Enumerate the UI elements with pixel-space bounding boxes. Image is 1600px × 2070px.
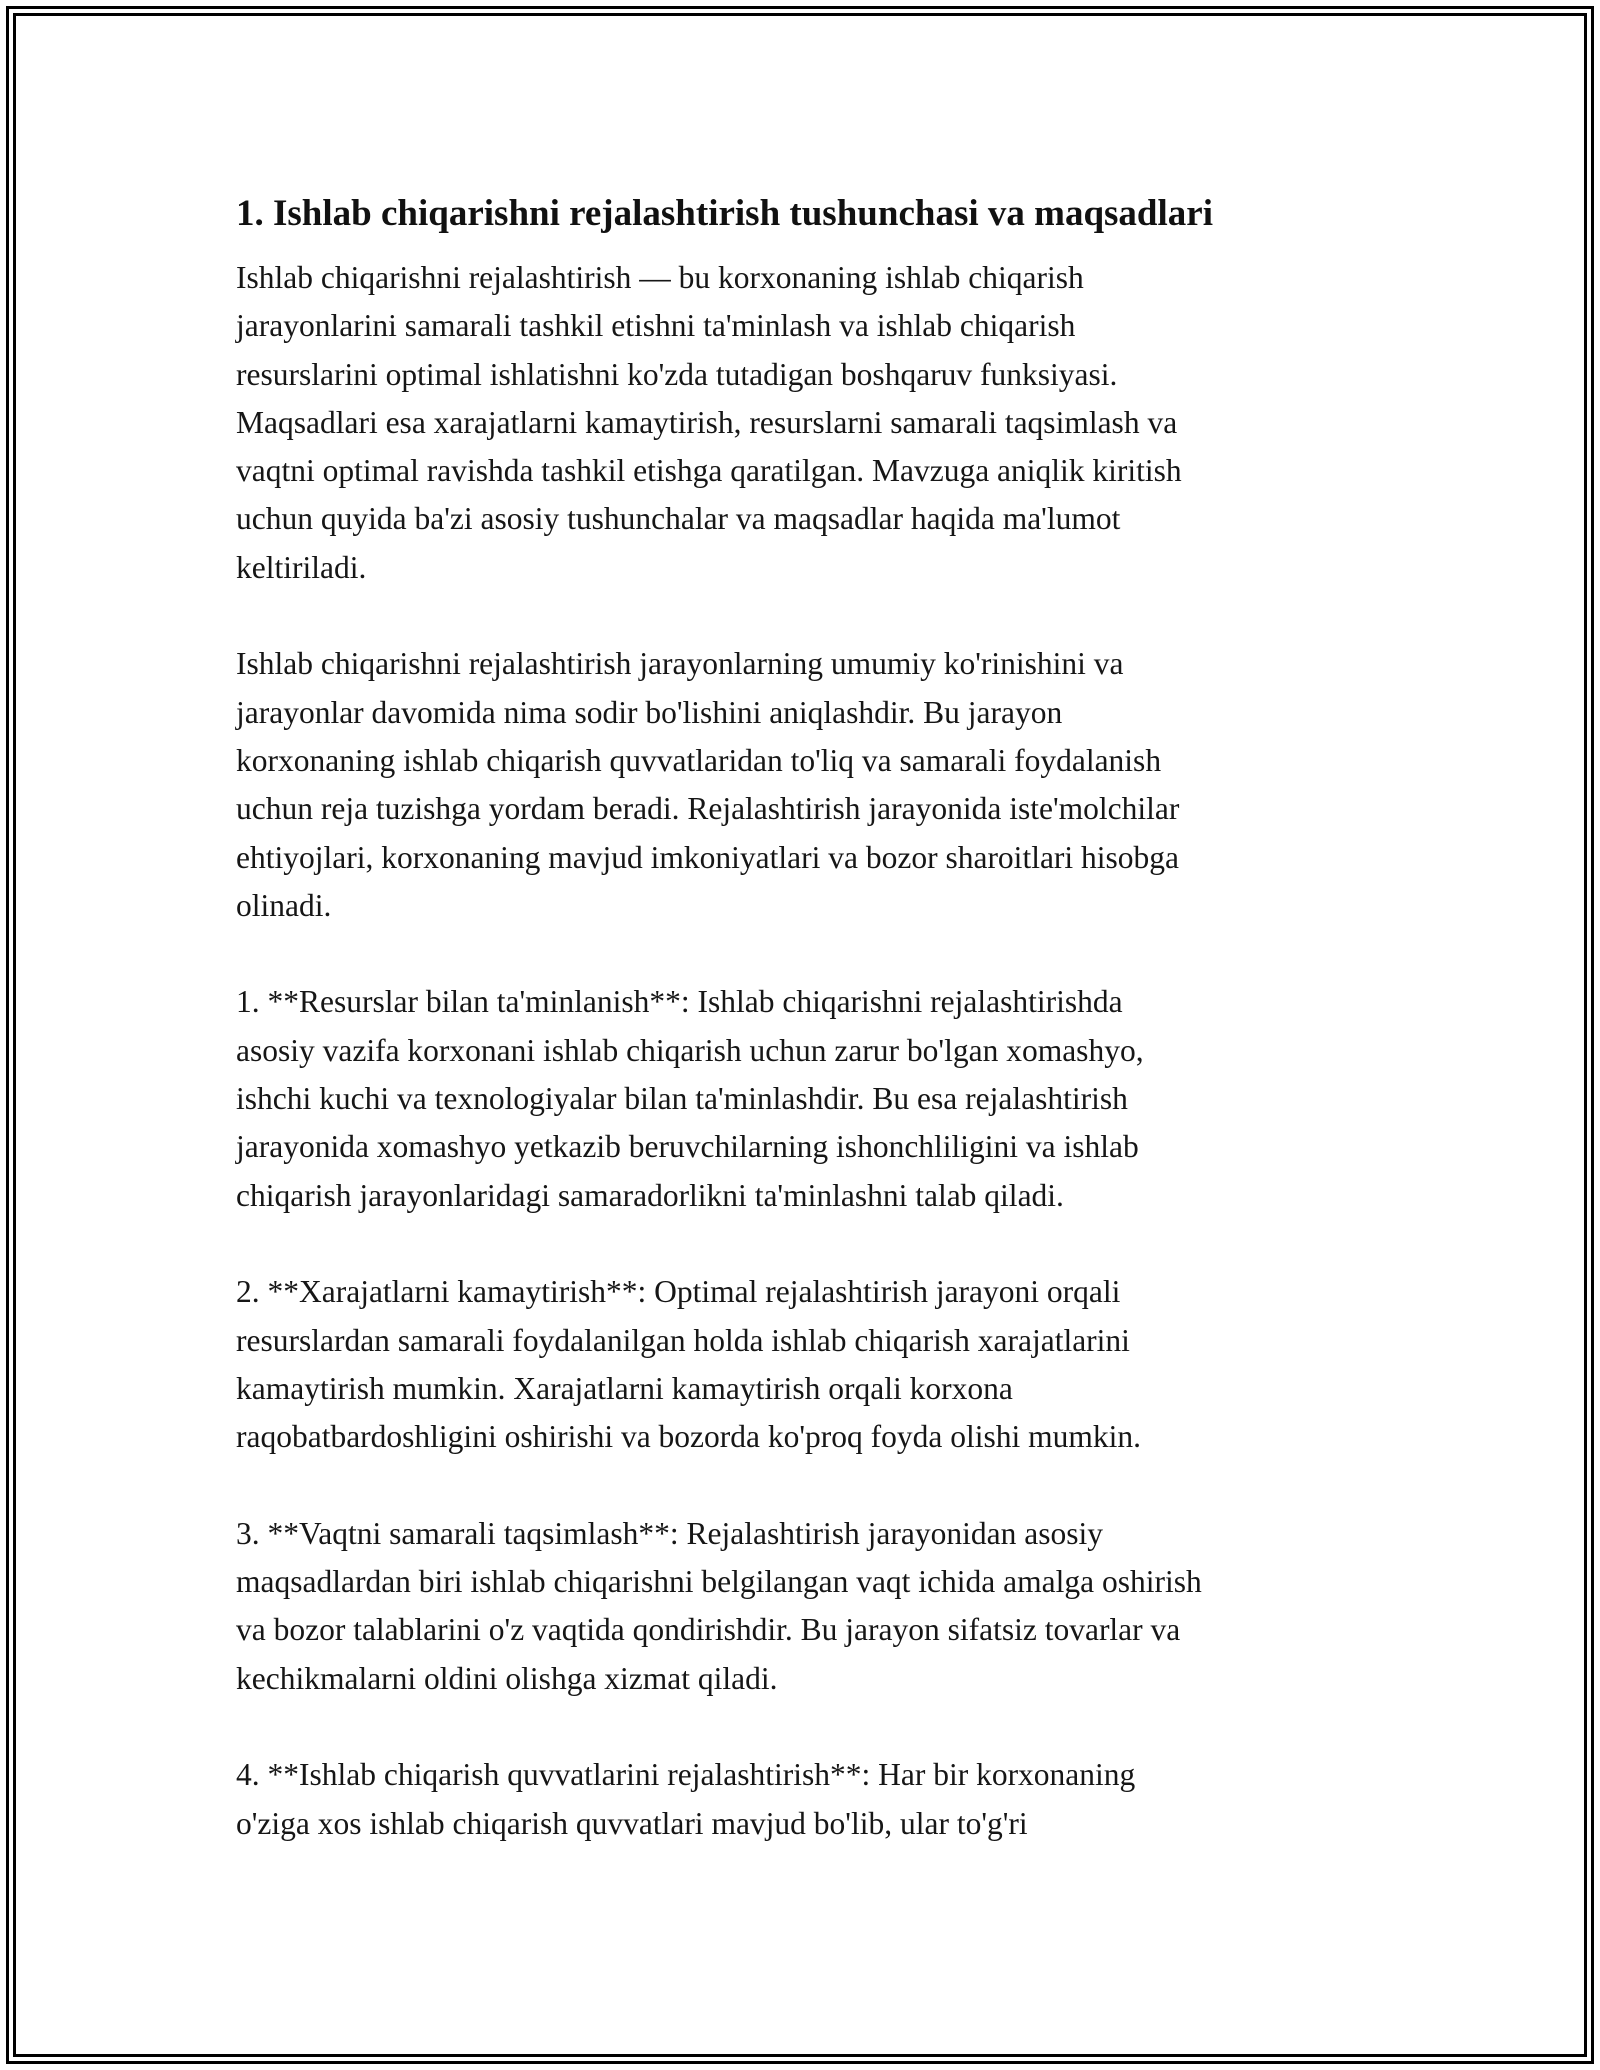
text-line: va bozor talablarini o'z vaqtida qondirishdir. Bu jarayon sifatsiz tovarlar va — [236, 1612, 1181, 1648]
text-line: 3. **Vaqtni samarali taqsimlash**: Rejalashtirish jarayonidan asosiy — [236, 1515, 1103, 1551]
text-line: Ishlab chiqarishni rejalashtirish jarayonlarning umumiy ko'rinishini va — [236, 646, 1124, 682]
paragraph-overview — [236, 640, 1366, 930]
text-line: korxonaning ishlab chiqarish quvvatlaridan to'liq va samarali foydalanish — [236, 742, 1162, 778]
text-line: keltiriladi. — [236, 549, 367, 585]
section-heading: 1. Ishlab chiqarishni rejalashtirish tushunchasi va maqsadlari — [236, 193, 1213, 234]
text-line: vaqtni optimal ravishda tashkil etishga qaratilgan. Mavzuga aniqlik kiritish — [236, 453, 1182, 489]
text-line: 1. **Resurslar bilan ta'minlanish**: Ishlab chiqarishni rejalashtirishda — [236, 984, 1123, 1020]
text-line: maqsadlardan biri ishlab chiqarishni belgilangan vaqt ichida amalga oshirish — [236, 1564, 1202, 1600]
text-line: uchun quyida ba'zi asosiy tushunchalar va maqsadlar haqida ma'lumot — [236, 501, 1121, 537]
text-line: chiqarish jarayonlaridagi samaradorlikni ta'minlashni talab qiladi. — [236, 1177, 1064, 1213]
text-line: asosiy vazifa korxonani ishlab chiqarish uchun zarur bo'lgan xomashyo, — [236, 1032, 1144, 1068]
text-line: raqobatbardoshligini oshirishi va bozorda ko'proq foyda olishi mumkin. — [236, 1419, 1142, 1455]
text-line: kechikmalarni oldini olishga xizmat qiladi. — [236, 1660, 778, 1696]
text-line: resurslardan samarali foydalanilgan holda ishlab chiqarish xarajatlarini — [236, 1322, 1130, 1358]
list-item-capacity — [236, 1751, 1366, 1848]
text-line: 2. **Xarajatlarni kamaytirish**: Optimal rejalashtirish jarayoni orqali — [236, 1274, 1121, 1310]
text-line: o'ziga xos ishlab chiqarish quvvatlari mavjud bo'lib, ular to'g'ri — [236, 1805, 1028, 1841]
text-line: ehtiyojlari, korxonaning mavjud imkoniyatlari va bozor sharoitlari hisobga — [236, 839, 1180, 875]
text-line: kamaytirish mumkin. Xarajatlarni kamaytirish orqali korxona — [236, 1370, 1013, 1406]
text-line: Maqsadlari esa xarajatlarni kamaytirish, resurslarni samarali taqsimlash va — [236, 404, 1178, 440]
paragraph-intro — [236, 254, 1366, 592]
text-line: olinadi. — [236, 887, 332, 923]
text-line: Ishlab chiqarishni rejalashtirish — bu korxonaning ishlab chiqarish — [236, 260, 1084, 295]
list-item-time — [236, 1510, 1366, 1703]
text-line: resurslarini optimal ishlatishni ko'zda tutadigan boshqaruv funksiyasi. — [236, 356, 1118, 392]
list-item-resources — [236, 978, 1366, 1219]
text-line: 4. **Ishlab chiqarish quvvatlarini rejalashtirish**: Har bir korxonaning — [236, 1757, 1136, 1793]
text-line: jarayonida xomashyo yetkazib beruvchilarning ishonchliligini va ishlab — [236, 1129, 1139, 1165]
text-line: ishchi kuchi va texnologiyalar bilan ta'minlashdir. Bu esa rejalashtirish — [236, 1081, 1128, 1117]
text-line: uchun reja tuzishga yordam beradi. Rejalashtirish jarayonida iste'molchilar — [236, 791, 1180, 827]
list-item-costs — [236, 1268, 1366, 1461]
text-line: jarayonlarini samarali tashkil etishni ta'minlash va ishlab chiqarish — [236, 308, 1076, 344]
document-body — [236, 186, 1366, 1848]
text-line: jarayonlar davomida nima sodir bo'lishini aniqlashdir. Bu jarayon — [236, 694, 1063, 730]
